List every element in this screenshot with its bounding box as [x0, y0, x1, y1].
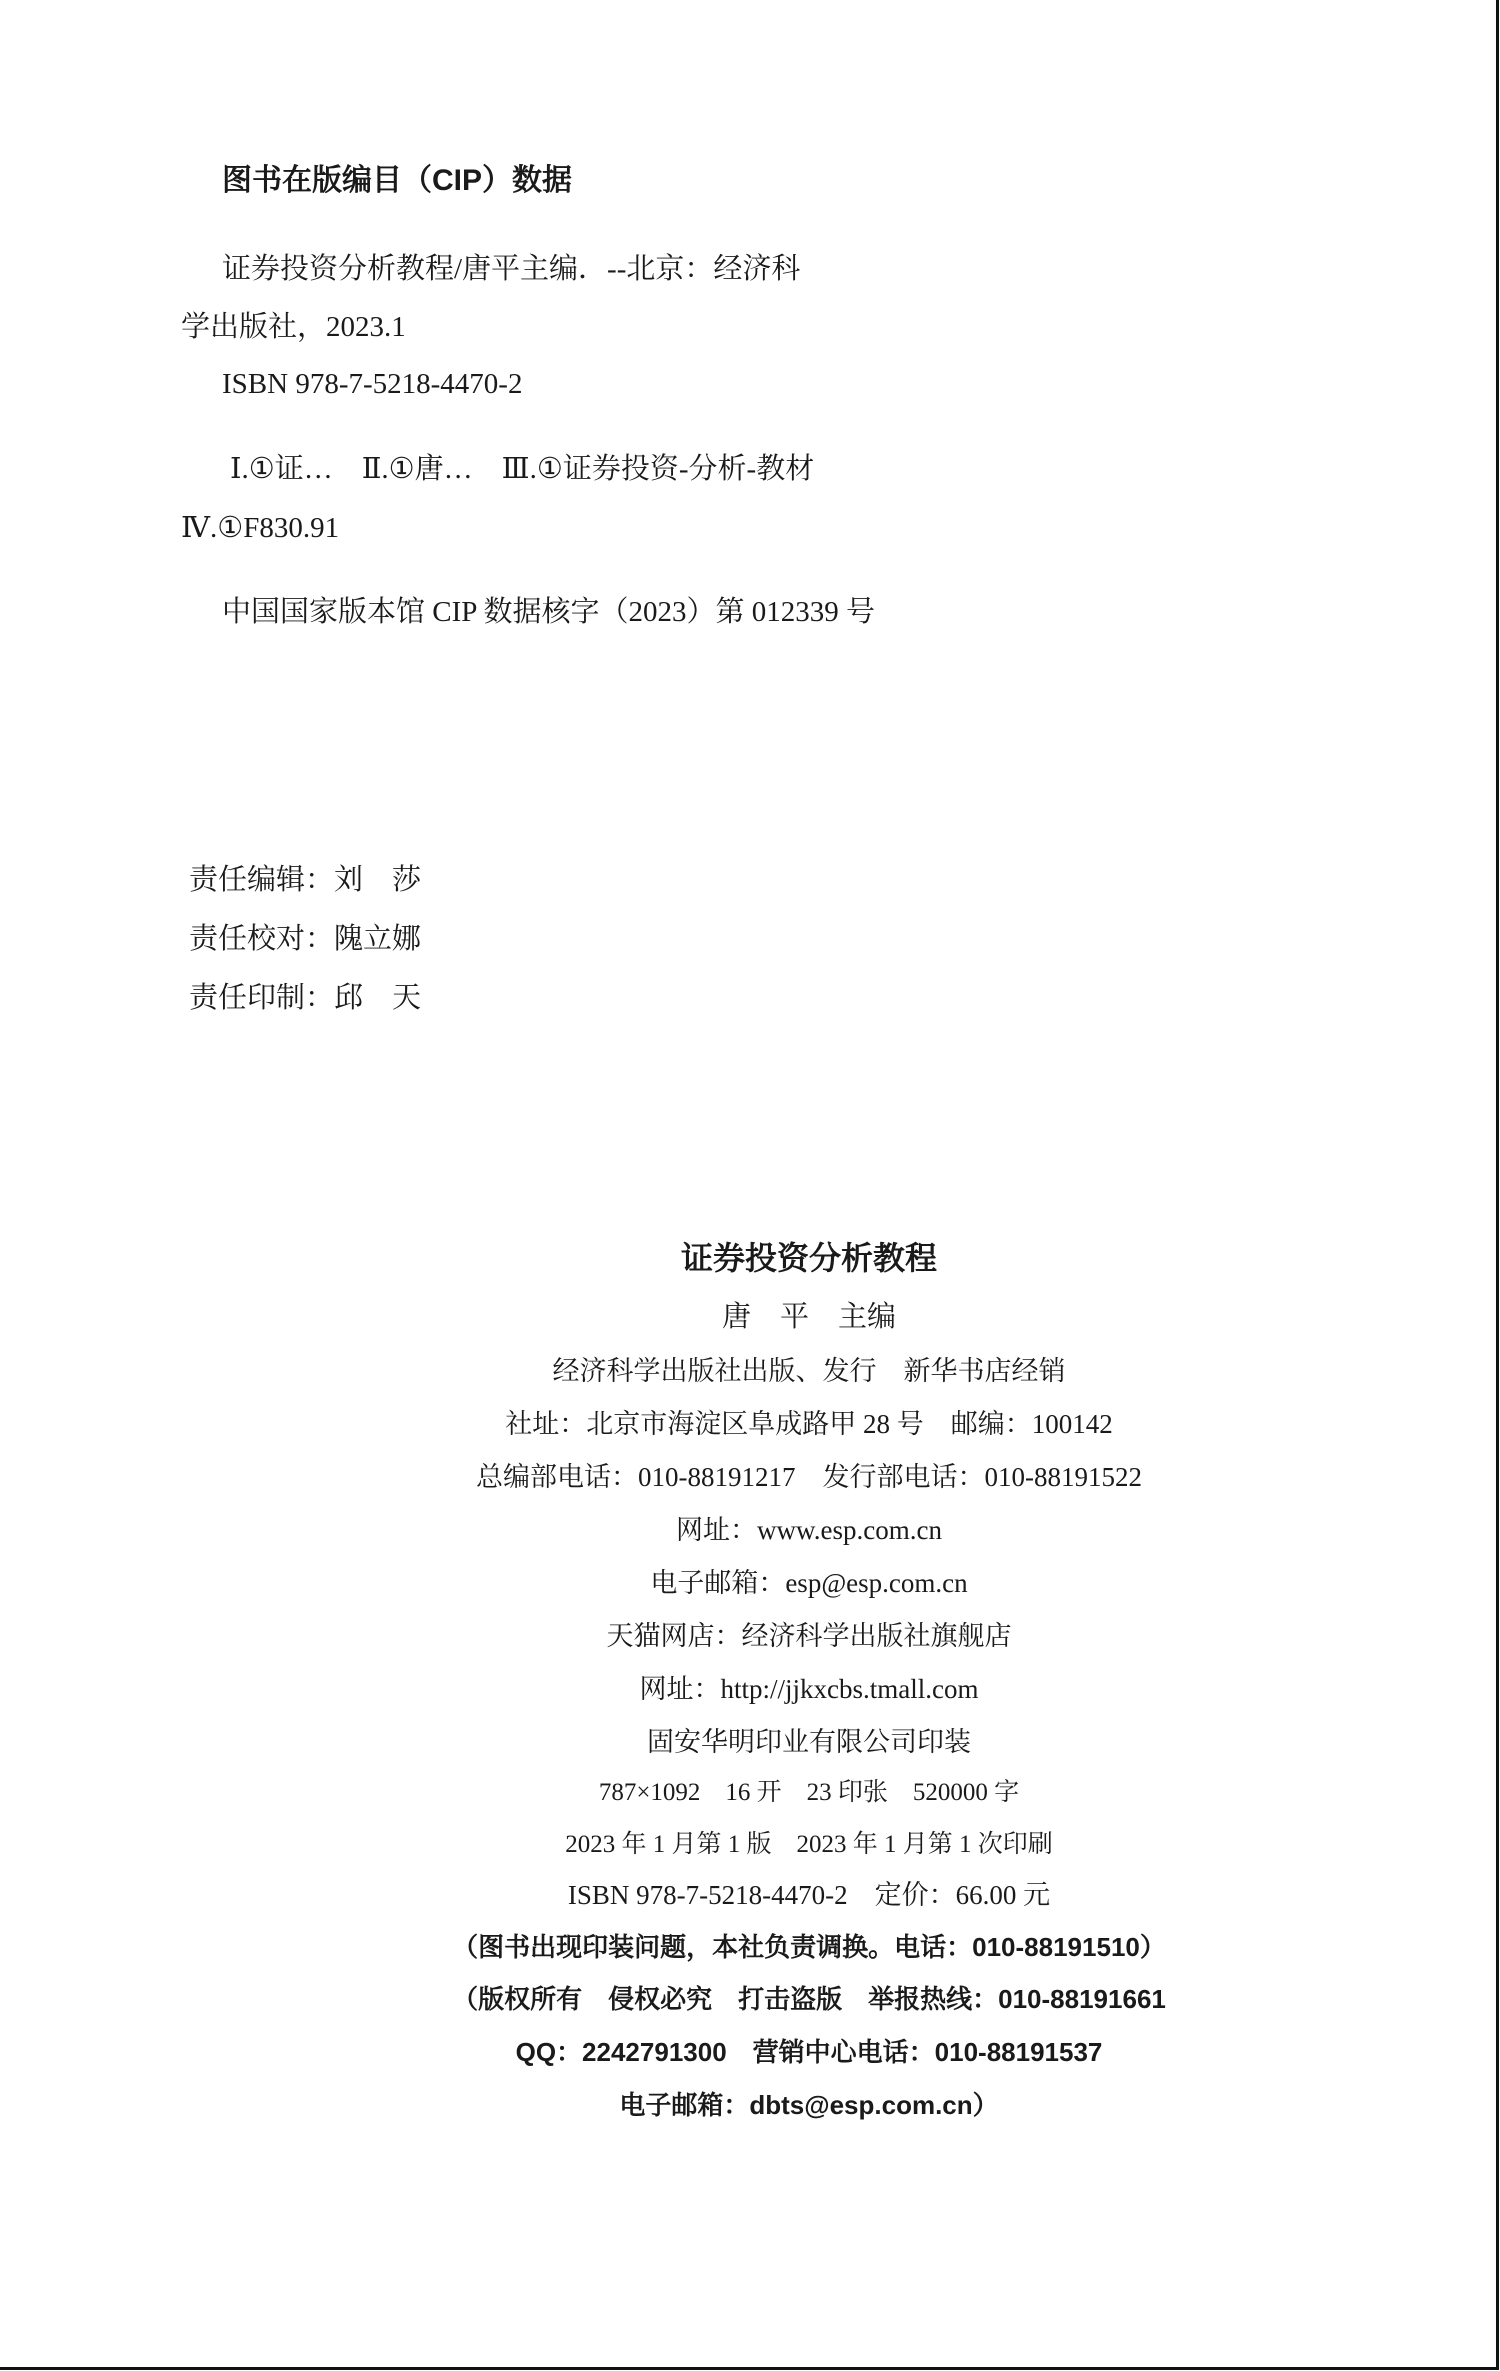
- colophon-tmall-store: 天猫网店：经济科学出版社旗舰店: [606, 1621, 1012, 1651]
- colophon-editor: 唐 平 主编: [721, 1301, 896, 1333]
- colophon-notice-2: （版权所有 侵权必究 打击盗版 举报热线：010-88191661: [452, 1984, 1166, 2014]
- colophon-edition: 2023 年 1 月第 1 版 2023 年 1 月第 1 次印刷: [565, 1831, 1053, 1858]
- colophon-notice-4: 电子邮箱：dbts@esp.com.cn）: [619, 2090, 999, 2120]
- cip-isbn: ISBN 978-7-5218-4470-2: [222, 368, 523, 400]
- cip-number: 中国国家版本馆 CIP 数据核字（2023）第 012339 号: [222, 596, 876, 628]
- cip-subjects-line1: Ⅰ.①证… Ⅱ.①唐… Ⅲ.①证券投资-分析-教材: [230, 453, 815, 485]
- colophon-publisher: 经济科学出版社出版、发行 新华书店经销: [552, 1356, 1066, 1386]
- colophon-website: 网址：www.esp.com.cn: [676, 1515, 942, 1545]
- colophon-tmall-url: 网址：http://jjkxcbs.tmall.com: [639, 1674, 979, 1704]
- colophon-format: 787×1092 16 开 23 印张 520000 字: [598, 1779, 1020, 1806]
- cip-entry-line2: 学出版社，2023.1: [181, 311, 406, 343]
- cip-heading: 图书在版编目（CIP）数据: [222, 164, 573, 197]
- cip-subjects-line2: Ⅳ.①F830.91: [181, 512, 340, 544]
- cip-entry-line1: 证券投资分析教程/唐平主编．--北京：经济科: [222, 253, 801, 285]
- colophon-phones: 总编部电话：010-88191217 发行部电话：010-88191522: [476, 1462, 1142, 1492]
- colophon-address: 社址：北京市海淀区阜成路甲 28 号 邮编：100142: [505, 1409, 1113, 1439]
- staff-proofreader: 责任校对：隗立娜: [189, 923, 422, 955]
- staff-printing: 责任印制：邱 天: [189, 982, 422, 1014]
- colophon-title: 证券投资分析教程: [680, 1240, 937, 1276]
- staff-editor: 责任编辑：刘 莎: [189, 864, 422, 896]
- colophon-isbn-price: ISBN 978-7-5218-4470-2 定价：66.00 元: [567, 1880, 1051, 1910]
- colophon-notice-3: QQ：2242791300 营销中心电话：010-88191537: [515, 2037, 1103, 2067]
- colophon-printer: 固安华明印业有限公司印装: [647, 1727, 971, 1757]
- colophon-notice-1: （图书出现印装问题，本社负责调换。电话：010-88191510）: [452, 1932, 1166, 1962]
- colophon-email: 电子邮箱：esp@esp.com.cn: [650, 1568, 968, 1598]
